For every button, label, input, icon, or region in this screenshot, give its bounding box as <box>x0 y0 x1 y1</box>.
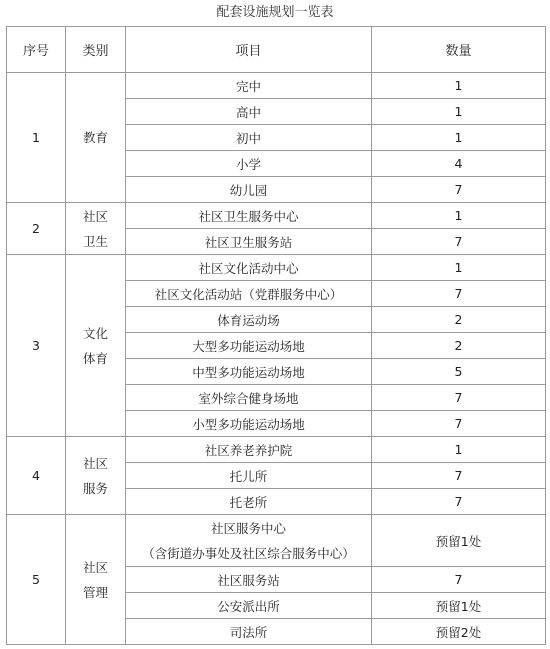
category-cell <box>66 73 126 203</box>
count-cell: 7 <box>372 385 546 411</box>
count-cell: 预留2处 <box>372 619 546 645</box>
item-cell: 完中 <box>126 73 372 99</box>
item-cell: 社区卫生服务中心 <box>126 203 372 229</box>
seq-cell: 3 <box>7 255 66 437</box>
item-line: 社区服务中心 <box>210 520 286 536</box>
count-cell: 7 <box>372 177 546 203</box>
item-cell: 托老所 <box>126 489 372 515</box>
count-cell: 7 <box>372 281 546 307</box>
header-seq: 序号 <box>7 27 66 73</box>
item-cell: 社区卫生服务站 <box>126 229 372 255</box>
table-row <box>7 515 546 567</box>
category-line: 卫生 <box>82 233 108 249</box>
item-cell: 社区文化活动站（党群服务中心） <box>126 281 372 307</box>
item-cell: 初中 <box>126 125 372 151</box>
category-line: 教育 <box>82 130 108 145</box>
header-category: 类别 <box>66 27 126 73</box>
count-cell: 1 <box>372 73 546 99</box>
category-line: 社区 <box>82 455 108 471</box>
seq-cell: 5 <box>7 515 66 645</box>
count-cell: 7 <box>372 489 546 515</box>
table-row <box>7 255 546 281</box>
count-cell: 预留1处 <box>372 515 546 567</box>
item-cell: 高中 <box>126 99 372 125</box>
count-cell: 1 <box>372 437 546 463</box>
count-cell: 7 <box>372 567 546 593</box>
count-cell: 2 <box>372 333 546 359</box>
category-cell <box>66 255 126 437</box>
item-cell: 社区文化活动中心 <box>126 255 372 281</box>
item-line: （含街道办事处及社区综合服务中心） <box>142 545 355 561</box>
count-cell: 7 <box>372 463 546 489</box>
item-cell: 大型多功能运动场地 <box>126 333 372 359</box>
count-cell: 1 <box>372 203 546 229</box>
category-cell <box>66 203 126 255</box>
category-line: 社区 <box>82 208 108 224</box>
category-cell <box>66 437 126 515</box>
table-title: 配套设施规划一览表 <box>216 5 334 20</box>
count-cell: 2 <box>372 307 546 333</box>
count-cell: 7 <box>372 411 546 437</box>
header-count: 数量 <box>372 27 546 73</box>
item-cell: 社区服务站 <box>126 567 372 593</box>
category-line: 服务 <box>82 480 108 496</box>
item-cell: 体育运动场 <box>126 307 372 333</box>
category-line: 社区 <box>82 559 108 575</box>
item-cell <box>126 515 372 567</box>
count-cell: 4 <box>372 151 546 177</box>
count-cell: 1 <box>372 99 546 125</box>
item-cell: 小型多功能运动场地 <box>126 411 372 437</box>
item-cell: 中型多功能运动场地 <box>126 359 372 385</box>
item-cell: 公安派出所 <box>126 593 372 619</box>
seq-cell: 2 <box>7 203 66 255</box>
count-cell: 预留1处 <box>372 593 546 619</box>
item-cell: 室外综合健身场地 <box>126 385 372 411</box>
category-line: 文化 <box>82 325 108 341</box>
header-row <box>7 27 546 73</box>
count-cell: 5 <box>372 359 546 385</box>
item-cell: 小学 <box>126 151 372 177</box>
category-cell <box>66 515 126 645</box>
table-row <box>7 73 546 99</box>
seq-cell: 1 <box>7 73 66 203</box>
facility-table <box>6 26 546 645</box>
count-cell: 1 <box>372 255 546 281</box>
count-cell: 7 <box>372 229 546 255</box>
header-item: 项目 <box>126 27 372 73</box>
count-cell: 1 <box>372 125 546 151</box>
item-cell: 幼儿园 <box>126 177 372 203</box>
category-line: 管理 <box>82 584 108 600</box>
table-row <box>7 203 546 229</box>
item-cell: 托儿所 <box>126 463 372 489</box>
table-row <box>7 437 546 463</box>
seq-cell: 4 <box>7 437 66 515</box>
item-cell: 司法所 <box>126 619 372 645</box>
category-line: 体育 <box>82 350 108 366</box>
item-cell: 社区养老养护院 <box>126 437 372 463</box>
